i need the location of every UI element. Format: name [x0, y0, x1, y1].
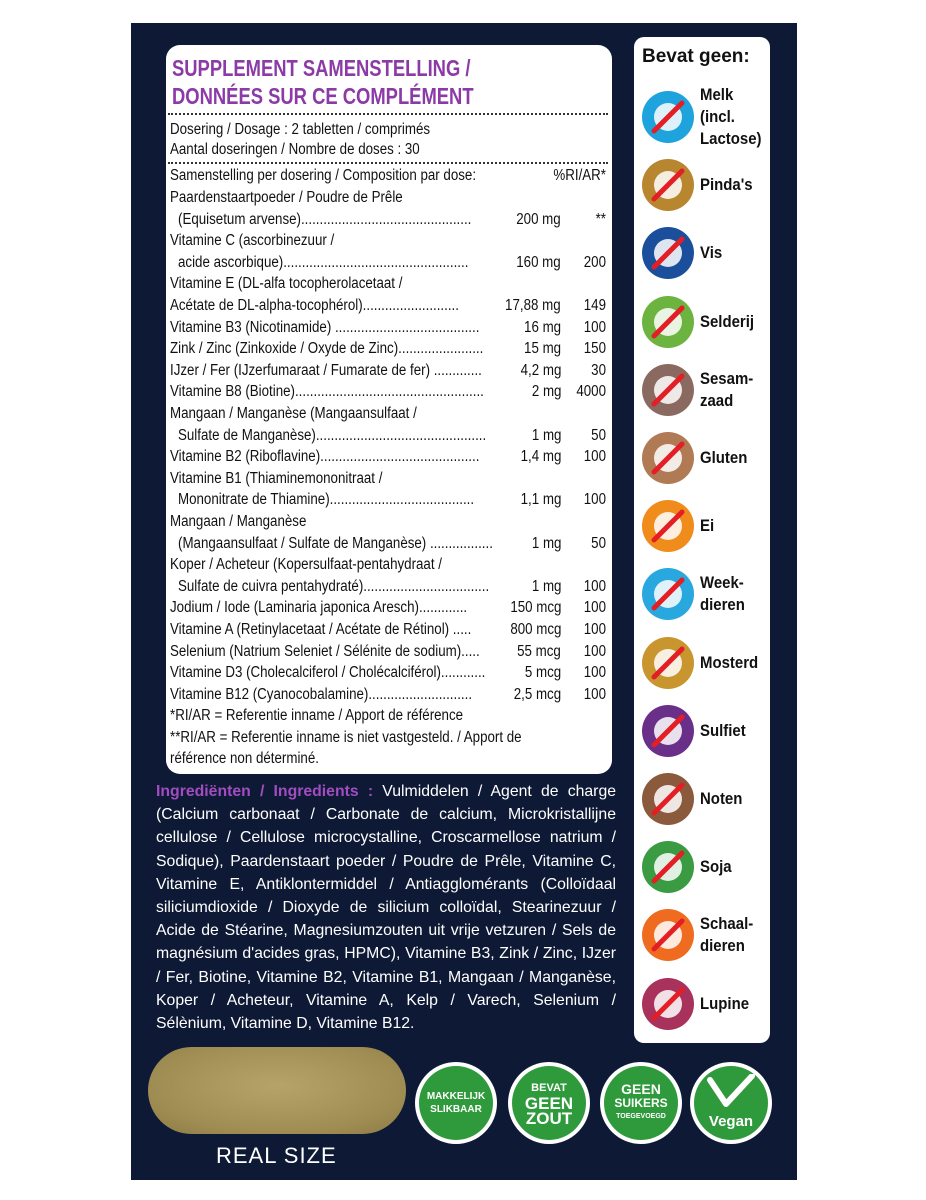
no-salt-badge: BEVAT GEEN ZOUT	[508, 1062, 590, 1144]
composition-row: Vitamine D3 (Cholecalciferol / Cholécalciférol)............ 5 mcg 100	[170, 664, 606, 682]
allergen-name: Vis	[700, 243, 723, 263]
composition-row: (Mangaansulfaat / Sulfate de Manganèse) ................. 1 mg 50	[178, 534, 606, 552]
composition-row: (Equisetum arvense).............................................. 200 mg **	[178, 210, 606, 228]
composition-row: Koper / Acheteur (Kopersulfaat-pentahydraat /	[170, 556, 442, 574]
allergen-name: Selderij	[700, 311, 755, 331]
allergen-free-icon	[642, 500, 694, 552]
composition-row: Vitamine B3 (Nicotinamide) ....................................... 16 mg 100	[170, 318, 606, 336]
allergen-name: Sesam- zaad	[700, 368, 754, 410]
ingredients-list: Vulmiddelen / Agent de charge (Calcium carbonaat / Carbonate de calcium, Microkristallijne cellulose / Cellulose microcystalline, Croscarmellose natrium / Sodique), Paardenstaart poeder / Poudre de Prêle, Vitamine C, Vitamine E, Antiklontermiddel / Antiagglomérants (Colloïdaal siliciumdioxide / Dioxyde de silicium colloïdal, Stearinezuur / Acide de Stéarine, Magnesiumzouten uit vrije vetzuren / Sels de magnésium d'acides gras, HPMC), Vitamine B3, Zink / Zinc, IJzer / Fer, Biotine, Vitamine B2, Vitamine B1, Mangaan / Manganèse, Koper / Acheteur, Vitamine A, Kelp / Varech, Selenium / Sélènium, Vitamine D, Vitamine B12.	[156, 783, 617, 1033]
leaf-icon	[706, 1074, 756, 1108]
allergen-title: Bevat geen:	[642, 46, 750, 67]
allergen-free-icon	[642, 568, 694, 620]
ingredients-text	[156, 780, 616, 1035]
real-size-label: REAL SIZE	[216, 1143, 337, 1168]
composition-row: Vitamine A (Retinylacetaat / Acétate de Rétinol) ..... 800 mcg 100	[170, 621, 606, 638]
allergen-name: Mosterd	[700, 652, 759, 672]
allergen-name: Gluten	[700, 448, 748, 467]
composition-row: Acétate de DL-alpha-tocophérol).......................... 17,88 mg 149	[170, 297, 606, 314]
allergen-free-icon	[642, 978, 694, 1030]
tablet-image	[148, 1047, 406, 1134]
allergen-name: Pinda's	[700, 175, 753, 195]
allergen-free-icon	[642, 296, 694, 348]
composition-header: Samenstelling per dosering / Composition par dose: %RI/AR*	[170, 167, 606, 184]
allergen-free-icon	[642, 773, 694, 825]
allergen-free-icon	[642, 637, 694, 689]
separator	[168, 162, 608, 164]
composition-row: Vitamine C (ascorbinezuur /	[170, 232, 335, 250]
allergen-name: Sulfiet	[700, 720, 746, 740]
servings-row: Aantal doseringen / Nombre de doses : 30	[170, 141, 420, 158]
footnote-1: *RI/AR = Referentie inname / Apport de référence	[170, 707, 464, 724]
composition-row: Vitamine B1 (Thiaminemononitraat /	[170, 469, 383, 487]
composition-row: IJzer / Fer (IJzerfumaraat / Fumarate de fer) ............. 4,2 mg 30	[170, 361, 606, 379]
composition-row: Vitamine B8 (Biotine)................................................... 2 mg 4000	[170, 383, 606, 401]
allergen-name: Melk (incl. Lactose)	[700, 85, 762, 148]
composition-row: Sulfate de Manganèse).............................................. 1 mg 50	[178, 426, 606, 444]
composition-row: Sulfate de cuivra pentahydraté).................................. 1 mg 100	[178, 577, 606, 595]
composition-row: Selenium (Natrium Seleniet / Sélénite de sodium)..... 55 mcg 100	[170, 642, 606, 660]
composition-row: Vitamine E (DL-alfa tocopherolacetaat /	[170, 275, 403, 293]
supplement-title	[172, 54, 516, 110]
allergen-name: Week- dieren	[700, 573, 745, 615]
allergen-name: Ei	[700, 516, 715, 536]
composition-row: Paardenstaartpoeder / Poudre de Prêle	[170, 189, 403, 206]
composition-row: acide ascorbique).................................................. 160 mg 200	[178, 253, 606, 271]
composition-row: Mangaan / Manganèse	[170, 513, 307, 530]
composition-row: Mononitrate de Thiamine)....................................... 1,1 mg 100	[178, 491, 606, 509]
allergen-free-icon	[642, 159, 694, 211]
composition-row: Vitamine B2 (Riboflavine)........................................... 1,4 mg 100	[170, 448, 606, 466]
dosage-row: Dosering / Dosage : 2 tabletten / comprimés	[170, 121, 431, 138]
allergen-free-icon	[642, 91, 694, 143]
composition-row: Zink / Zinc (Zinkoxide / Oxyde de Zinc)....................... 15 mg 150	[170, 340, 606, 358]
allergen-free-icon	[642, 432, 694, 484]
allergen-free-icon	[642, 705, 694, 757]
no-added-sugar-badge: GEEN SUIKERS TOEGEVOEGD	[600, 1062, 682, 1144]
composition-row: Mangaan / Manganèse (Mangaansulfaat /	[170, 405, 417, 422]
easy-swallow-badge: MAKKELIJK SLIKBAAR	[415, 1062, 497, 1144]
allergen-name: Lupine	[700, 993, 750, 1013]
ingredients-label: Ingrediënten / Ingredients :	[156, 783, 374, 800]
allergen-free-icon	[642, 909, 694, 961]
footnote-2b: référence non déterminé.	[170, 750, 319, 767]
allergen-free-icon	[642, 841, 694, 893]
allergen-free-icon	[642, 227, 694, 279]
allergen-name: Soja	[700, 857, 732, 877]
allergen-name: Noten	[700, 789, 743, 808]
footnote-2: **RI/AR = Referentie inname is niet vastgesteld. / Apport de	[170, 729, 522, 746]
allergen-name: Schaal- dieren	[700, 914, 754, 956]
title-line-2: DONNÉES SUR CE COMPLÉMENT	[172, 83, 474, 109]
allergen-free-icon	[642, 364, 694, 416]
title-line-1: SUPPLEMENT SAMENSTELLING /	[172, 55, 471, 81]
separator	[168, 113, 608, 115]
composition-row: Vitamine B12 (Cyanocobalamine)............................ 2,5 mcg 100	[170, 685, 606, 703]
composition-row: Jodium / Iode (Laminaria japonica Aresch)............. 150 mcg 100	[170, 599, 606, 617]
vegan-badge: Vegan	[690, 1062, 772, 1144]
